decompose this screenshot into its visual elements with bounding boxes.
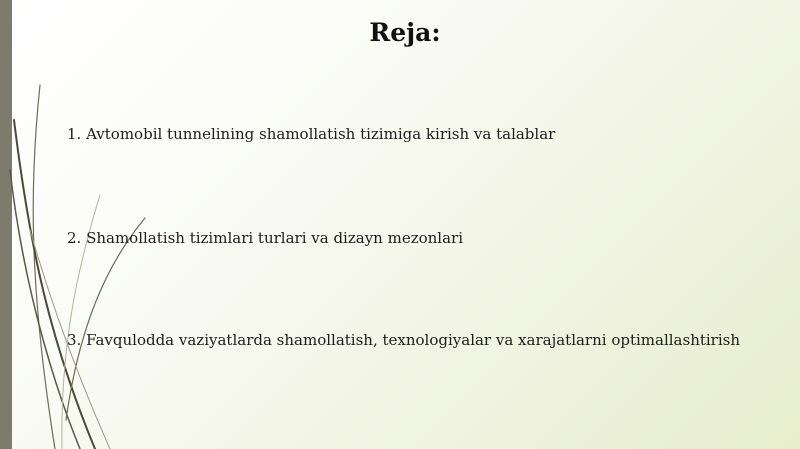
agenda-item-2: 2. Shamollatish tizimlari turlari va dizayn mezonlari [67,229,463,247]
left-accent-bar [0,0,12,449]
agenda-item-1: 1. Avtomobil tunnelining shamollatish tizimiga kirish va talablar [67,125,556,143]
agenda-item-3: 3. Favqulodda vaziyatlarda shamollatish, texnologiyalar va xarajatlarni optimallashtirish [67,331,741,349]
slide-title: Reja: [369,18,441,47]
